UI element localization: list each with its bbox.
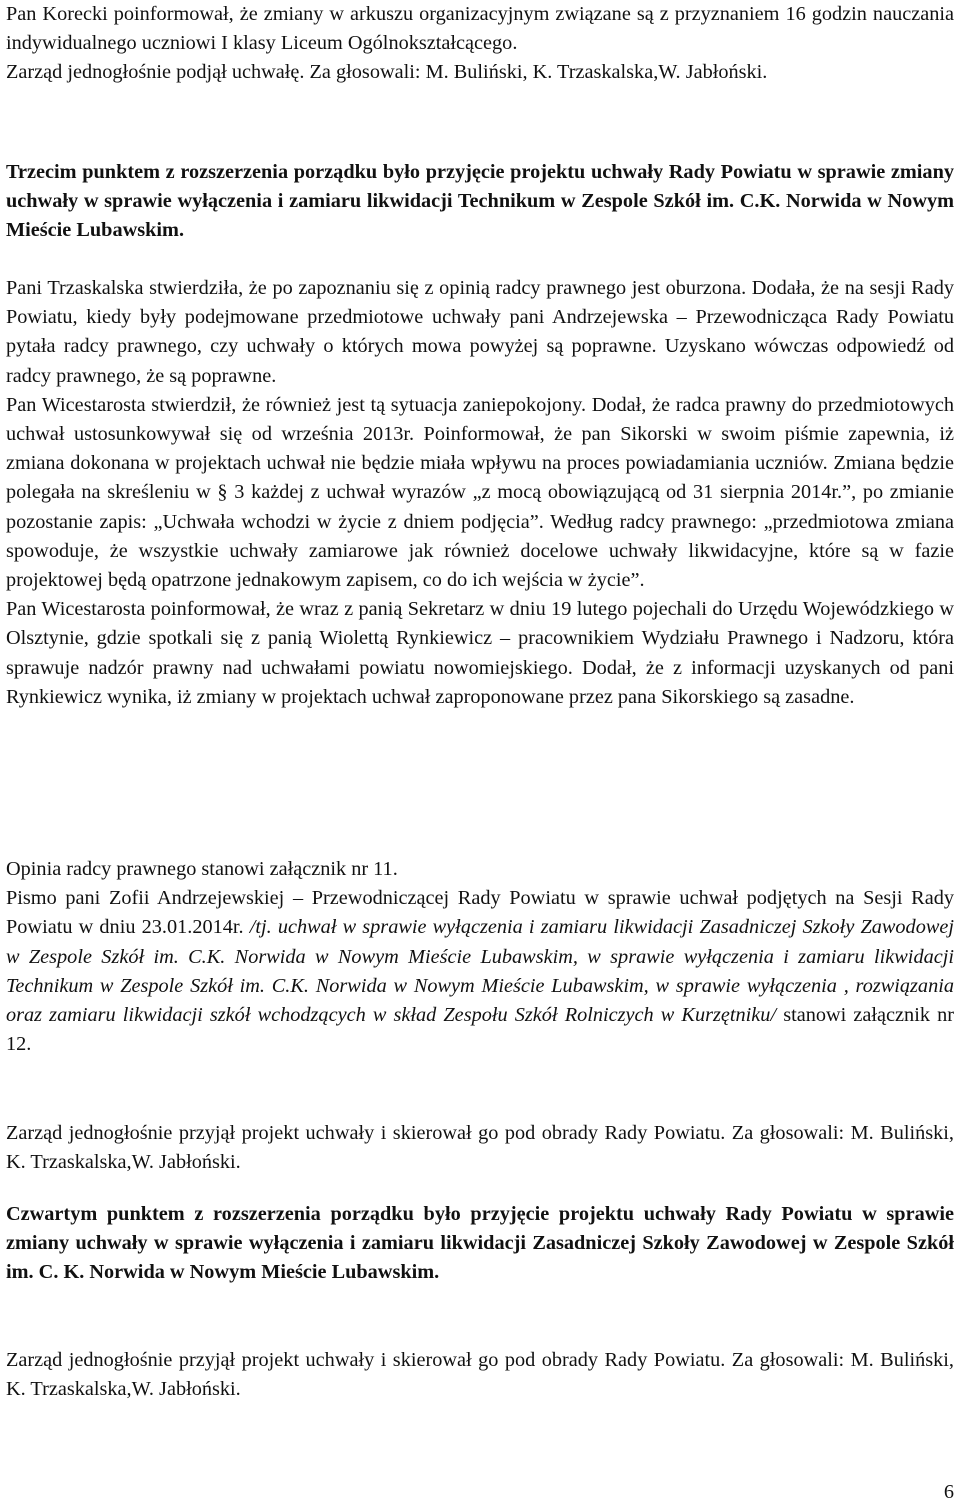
letter-end: stanowi załącznik nr 12. [6, 1004, 954, 1056]
paragraph-trzaskalska: Pani Trzaskalska stwierdziła, że po zapoznaniu się z opinią radcy prawnego jest oburzona. Dodała, że na sesji Rady Powiatu, kiedy były podejmowane przedmiotowe uchwały pani Andrzejewska – Przewodnicząca Rady Powiatu pytała radcy prawnego, czy uchwały o których mowa powyżej są poprawne. Uzyskano wówczas odpowiedź od radcy prawnego, że są poprawne. [6, 277, 954, 387]
page-number: 6 [943, 1481, 954, 1503]
letter-intro: Pismo pani Zofii Andrzejewskiej – Przewodniczącej Rady Powiatu w sprawie uchwał podjętych na Sesji Rady Powiatu w dniu 23.01.2014r. [6, 887, 954, 939]
heading-text: Trzecim punktem z rozszerzenia porządku było przyjęcie projektu uchwały Rady Powiatu w sprawie zmiany uchwały w sprawie wyłączenia i zamiaru likwidacji Technikum w Zespole Szkół im. C.K. Norwida w Nowym Mieście Lubawskim. [6, 161, 954, 242]
paragraph-wicestarosta-1: Pan Wicestarosta stwierdził, że również jest tą sytuacja zaniepokojony. Dodał, że radca prawny do przedmiotowych uchwał ustosunkowywał się od września 2013r. Poinformował, że pan Sikorski w swoim piśmie zapewnia, iż zmiana dokonana w projektach uchwał nie będzie miała wpływu na proces powiadamiania uczniów. Zmiana będzie polegała na skreśleniu w § 3 każdej z uchwał wyrazów „z mocą obowiązującą od 31 sierpnia 2014r.”, po zmianie pozostanie zapis: „Uchwała wchodzi w życie z dniem podjęcia”. Według radcy prawnego: „przedmiotowa zmiana spowoduje, że wszystkie uchwały zamiarowe jak również docelowe uchwały likwidacyjne, które są w fazie projektowej będą opatrzone jednakowym zapisem, co do ich wejścia w życie”. [6, 393, 954, 592]
paragraph-text: Zarząd jednogłośnie przyjął projekt uchwały i skierował go pod obrady Rady Powiatu. Za głosowali: M. Buliński, K. Trzaskalska,W. Jabłoński. [6, 1349, 954, 1401]
attachments-section [6, 855, 954, 1059]
heading-text: Czwartym punktem z rozszerzenia porządku było przyjęcie projektu uchwały Rady Powiatu w sprawie zmiany uchwały w sprawie wyłączenia i zamiaru likwidacji Zasadniczej Szkoły Zawodowej w Zespole Szkół im. C. K. Norwida w Nowym Mieście Lubawskim. [6, 1203, 954, 1284]
paragraph-text: Zarząd jednogłośnie przyjął projekt uchwały i skierował go pod obrady Rady Powiatu. Za głosowali: M. Buliński, K. Trzaskalska,W. Jabłoński. [6, 1122, 954, 1174]
paragraph-vote-2 [6, 1119, 954, 1177]
paragraph-attachment-11: Opinia radcy prawnego stanowi załącznik nr 11. [6, 858, 398, 880]
paragraph-wicestarosta-2: Pan Wicestarosta poinformował, że wraz z panią Sekretarz w dniu 19 lutego pojechali do Urzędu Wojewódzkiego w Olsztynie, gdzie spotkali się z panią Wiolettą Rynkiewicz – pracownikiem Wydziału Prawnego i Nadzoru, która sprawuje nadzór prawny nad uchwałami powiatu nowomiejskiego. Dodał, że z informacji uzyskanych od pani Rynkiewicz wynika, iż zmiany w projektach uchwał zaproponowane przez pana Sikorskiego są zasadne. [6, 598, 954, 708]
paragraph-text: Pan Korecki poinformował, że zmiany w arkuszu organizacyjnym związane są z przyznaniem 16 godzin nauczania indywidualnego uczniowi I klasy Liceum Ogólnokształcącego. [6, 3, 954, 55]
paragraph-vote-3 [6, 1346, 954, 1404]
paragraph-korecki [6, 0, 954, 88]
paragraph-vote-1: Zarząd jednogłośnie podjął uchwałę. Za głosowali: M. Buliński, K. Trzaskalska,W. Jabłoński. [6, 61, 768, 84]
heading-point-four [6, 1200, 954, 1288]
discussion-section [6, 274, 954, 712]
heading-point-three [6, 158, 954, 246]
letter-italic-details: /tj. uchwał w sprawie wyłączenia i zamiaru likwidacji Zasadniczej Szkoły Zawodowej w Zespole Szkół im. C.K. Norwida w Nowym Mieście Lubawskim, w sprawie wyłączenia i zamiaru likwidacji Technikum w Zespole Szkół im. C.K. Norwida w Nowym Mieście Lubawskim, w sprawie wyłączenia , rozwiązania oraz zamiaru likwidacji szkół wchodzących w skład Zespołu Szkół Rolniczych w Kurzętniku/ [6, 916, 955, 1027]
paragraph-attachment-12 [6, 884, 954, 1059]
